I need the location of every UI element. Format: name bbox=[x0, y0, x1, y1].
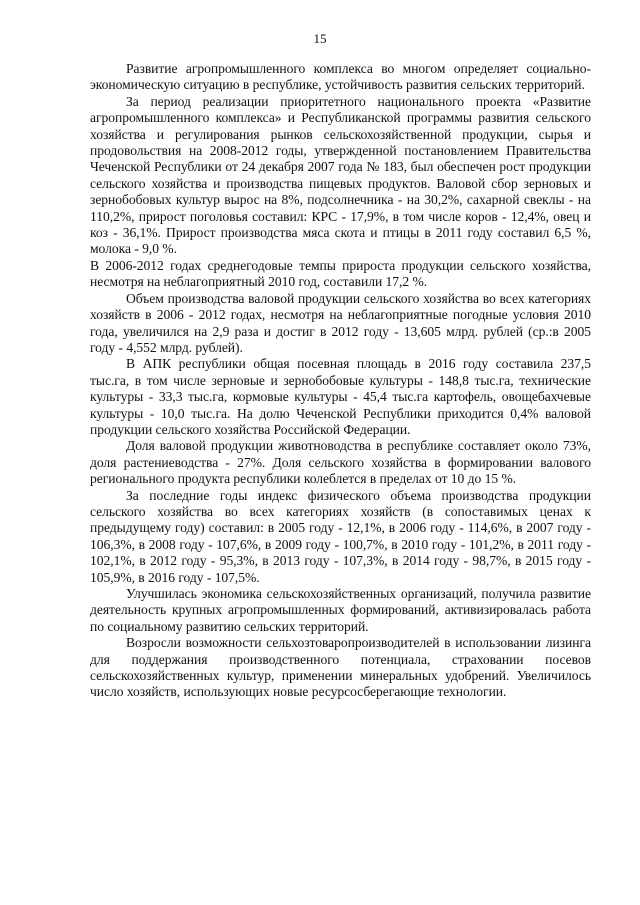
paragraph-8: Улучшилась экономика сельскохозяйственных организаций, получила развитие деятельность крупных агропромышленных формирований, активизировалась работа по социальному развитию сельских территорий. bbox=[90, 586, 591, 634]
paragraph-1: Развитие агропромышленного комплекса во многом определяет социально-экономическую ситуацию в республике, устойчивость развития сельских территорий. bbox=[90, 61, 591, 93]
paragraph-5: В АПК республики общая посевная площадь в 2016 году составила 237,5 тыс.га, в том числе зерновые и зернобобовые культуры - 148,8 тыс.га, технические культуры - 33,3 тыс.га, кормовые культуры - 45,4 тыс.га картофель, овощебахчевые культуры - 10,0 тыс.га. На долю Чеченской Республики приходится 0,4% валовой продукции сельского хозяйства Российской Федерации. bbox=[90, 356, 591, 437]
document-body bbox=[90, 61, 591, 701]
paragraph-3: В 2006-2012 годах среднегодовые темпы прироста продукции сельского хозяйства, несмотря на неблагоприятный 2010 год, составили 17,2 %. bbox=[90, 257, 591, 290]
paragraph-4: Объем производства валовой продукции сельского хозяйства во всех категориях хозяйств в 2006 - 2012 годах, несмотря на неблагоприятные погодные условия 2010 года, увеличился на 2,9 раза и достиг в 2012 году - 13,605 млрд. рублей (ср.:в 2005 году - 4,552 млрд. рублей). bbox=[90, 290, 591, 355]
paragraph-6: Доля валовой продукции животноводства в республике составляет около 73%, доля растениеводства - 27%. Доля сельского хозяйства в формировании валового регионального продукта республики колеблется в пределах от 10 до 15 %. bbox=[90, 438, 591, 487]
paragraph-9: Возросли возможности сельхозтоваропроизводителей в использовании лизинга для поддержания производственного потенциала, страховании посевов сельскохозяйственных культур, применении минеральных удобрений. Увеличилось число хозяйств, использующих новые ресурсосберегающие технологии. bbox=[90, 635, 591, 700]
paragraph-2: За период реализации приоритетного национального проекта «Развитие агропромышленного комплекса» и Республиканской программы развития сельского хозяйства и регулирования рынков сельскохозяйственной продукции, сырья и продовольствия на 2008-2012 годы, утвержденной постановлением Правительства Чеченской Республики от 24 декабря 2007 года № 183, был обеспечен рост продукции сельского хозяйства и производства пищевых продуктов. Валовой сбор зерновых и зернобобовых культур вырос на 8%, подсолнечника - на 30,2%, сахарной свеклы - на 110,2%, прирост поголовья составил: КРС - 17,9%, в том числе коров - 12,4%, овец и коз - 36,1%. Прирост производства мяса скота и птицы в 2011 году составил 6,5 %, молока - 9,0 %. bbox=[90, 93, 591, 257]
paragraph-7: За последние годы индекс физического объема производства продукции сельского хозяйства во всех категориях хозяйств (в сопоставимых ценах к предыдущему году) составил: в 2005 году - 12,1%, в 2006 году - 114,6%, в 2007 году - 106,3%, в 2008 году - 107,6%, в 2009 году - 100,7%, в 2010 году - 101,2%, в 2011 году - 102,1%, в 2012 году - 95,3%, в 2013 году - 107,3%, в 2014 году - 98,7%, в 2015 году - 105,9%, в 2016 году - 107,5%. bbox=[90, 487, 591, 585]
page-number: 15 bbox=[313, 31, 327, 46]
